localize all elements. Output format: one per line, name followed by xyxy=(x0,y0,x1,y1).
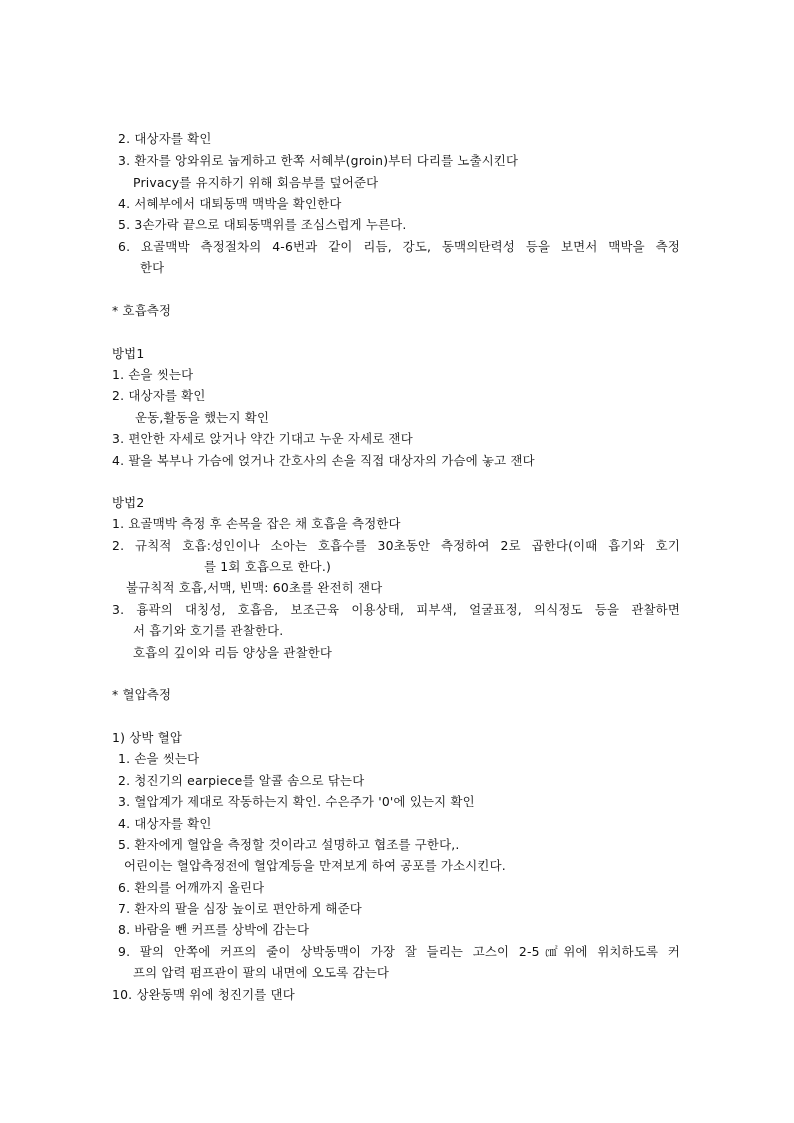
text-line: 운동,활동을 했는지 확인 xyxy=(135,410,270,425)
text-line: 8. 바람을 뺀 커프를 상박에 감는다 xyxy=(118,922,310,937)
text-line: 6. 환의를 어깨까지 올린다 xyxy=(118,880,265,895)
text-line: 4. 팔을 복부나 가슴에 얹거나 간호사의 손을 직접 대상자의 가슴에 놓고 잰다 xyxy=(112,453,535,468)
text-line: 1. 손을 씻는다 xyxy=(112,367,194,382)
text-line: 1. 요골맥박 측정 후 손목을 잡은 채 호흡을 측정한다 xyxy=(112,516,401,531)
text-line: 2. 청진기의 earpiece를 알콜 솜으로 닦는다 xyxy=(118,773,365,788)
subheading: 1) 상박 혈압 xyxy=(112,730,183,745)
section-heading: * 혈압측정 xyxy=(112,687,172,702)
text-line: 4. 대상자를 확인 xyxy=(118,816,212,831)
text-line: 9. 팔의 안쪽에 커프의 줄이 상박동맥이 가장 잘 들리는 고스이 2-5㎠위에 위치하도록 커 xyxy=(118,944,680,959)
text-line: 5. 3손가락 끝으로 대퇴동맥위를 조심스럽게 누른다. xyxy=(118,217,407,232)
text-line: 3. 혈압계가 제대로 작동하는지 확인. 수은주가 '0'에 있는지 확인 xyxy=(118,794,475,809)
text-line: 2. 대상자를 확인 xyxy=(118,131,212,146)
text-line: Privacy를 유지하기 위해 회음부를 덮어준다 xyxy=(133,175,379,190)
text-line: 2. 대상자를 확인 xyxy=(112,388,206,403)
text-line: 1. 손을 씻는다 xyxy=(118,751,200,766)
text-line: 5. 환자에게 혈압을 측정할 것이라고 설명하고 협조를 구한다,. xyxy=(118,837,460,852)
text-line: 3. 흉곽의 대칭성, 호흡음, 보조근육 이용상태, 피부색, 얼굴표정, 의식정도 등을 관찰하면 xyxy=(112,602,680,617)
text-line: 프의 압력 펌프관이 팔의 내면에 오도록 감는다 xyxy=(133,965,390,980)
text-line: 서 흡기와 호기를 관찰한다. xyxy=(133,623,284,638)
subheading: 방법1 xyxy=(112,346,145,361)
text-line: 불규칙적 호흡,서맥, 빈맥: 60초를 완전히 잰다 xyxy=(126,580,383,595)
text-line: 7. 환자의 팔을 심장 높이로 편안하게 해준다 xyxy=(118,901,362,916)
text-line: 10. 상완동맥 위에 청진기를 댄다 xyxy=(112,987,295,1002)
text-line: 2. 규칙적 호흡:성인이나 소아는 호흡수를 30초동안 측정하여 2로 곱한다(이때 흡기와 호기 xyxy=(112,538,680,553)
text-line: 3. 편안한 자세로 앉거나 약간 기대고 누운 자세로 잰다 xyxy=(112,431,413,446)
text-line: 6. 요골맥박 측정절차의 4-6번과 같이 리듬, 강도, 동맥의탄력성 등을 보면서 맥박을 측정 xyxy=(118,239,680,254)
text-line: 호흡의 깊이와 리듬 양상을 관찰한다 xyxy=(133,645,333,660)
text-line: 어린이는 혈압측정전에 혈압계등을 만져보게 하여 공포를 가소시킨다. xyxy=(124,858,506,873)
text-line: 한다 xyxy=(140,260,165,275)
subheading: 방법2 xyxy=(112,495,145,510)
text-line: 를 1회 호흡으로 한다.) xyxy=(204,559,332,574)
section-heading: * 호흡측정 xyxy=(112,303,172,318)
text-line: 3. 환자를 앙와위로 눕게하고 한쪽 서혜부(groin)부터 다리를 노출시킨다 xyxy=(118,153,519,168)
text-line: 4. 서혜부에서 대퇴동맥 맥박을 확인한다 xyxy=(118,196,342,211)
